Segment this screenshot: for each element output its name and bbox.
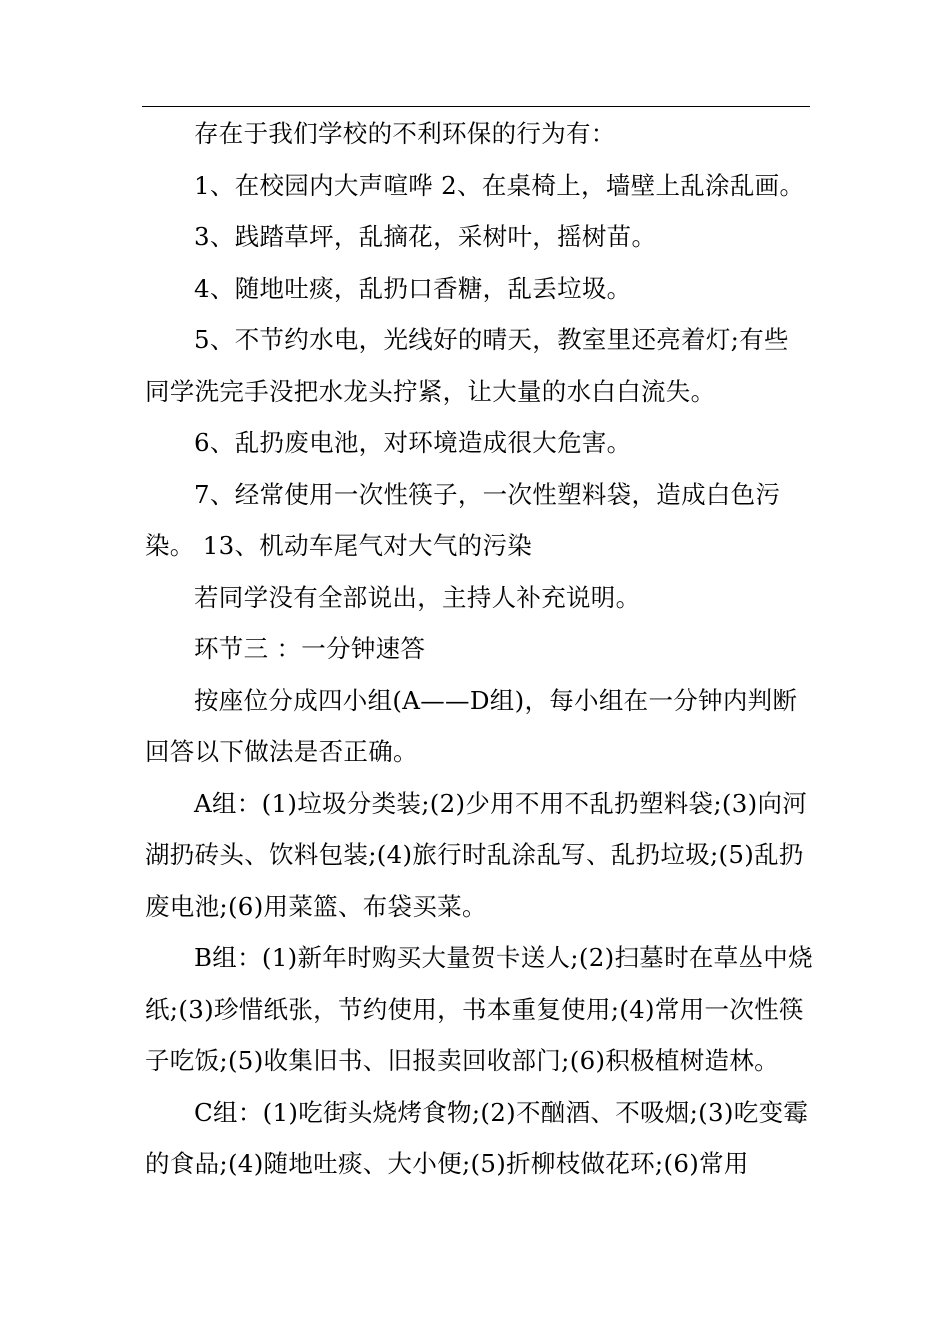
paragraph-item-6: 6、乱扔废电池，对环境造成很大危害。 <box>194 428 632 457</box>
paragraph-item-5: 5、不节约水电，光线好的晴天，教室里还亮着灯;有些同学洗完手没把水龙头拧紧，让大量的水白白流失。 <box>145 325 789 406</box>
header-rule <box>142 106 810 107</box>
paragraph-item-3: 3、践踏草坪，乱摘花，采树叶，摇树苗。 <box>194 222 657 251</box>
paragraph-host-note: 若同学没有全部说出，主持人补充说明。 <box>194 582 641 612</box>
paragraph-group-rules: 按座位分成四小组(A——D组)，每小组在一分钟内判断回答以下做法是否正确。 <box>145 685 798 766</box>
paragraph-group-b: B组：(1)新年时购买大量贺卡送人;(2)扫墓时在草丛中烧纸;(3)珍惜纸张，节约使用，书本重复使用;(4)常用一次性筷子吃饭;(5)收集旧书、旧报卖回收部门;(6)积极植树造林。 <box>145 943 813 1075</box>
section-heading-round-three: 环节三 ：一分钟速答 <box>194 634 426 663</box>
paragraph-item-1-2: 1、在校园内大声喧哗 2、在桌椅上，墙壁上乱涂乱画。 <box>194 170 805 200</box>
paragraph-intro: 存在于我们学校的不利环保的行为有： <box>194 119 616 148</box>
paragraph-group-c: C组：(1)吃街头烧烤食物;(2)不酗酒、不吸烟;(3)吃变霉的食品;(4)随地吐痰、大小便;(5)折柳枝做花环;(6)常用 <box>145 1097 809 1178</box>
paragraph-item-7: 7、经常使用一次性筷子，一次性塑料袋，造成白色污染。 13、机动车尾气对大气的污染 <box>145 479 781 560</box>
paragraph-item-4: 4、随地吐痰，乱扔口香糖，乱丢垃圾。 <box>194 273 632 303</box>
paragraph-group-a: A组：(1)垃圾分类装;(2)少用不用不乱扔塑料袋;(3)向河湖扔砖头、饮料包装;(4)旅行时乱涂乱写、乱扔垃圾;(5)乱扔废电池;(6)用菜篮、布袋买菜。 <box>145 788 808 921</box>
document-body <box>145 108 813 1190</box>
